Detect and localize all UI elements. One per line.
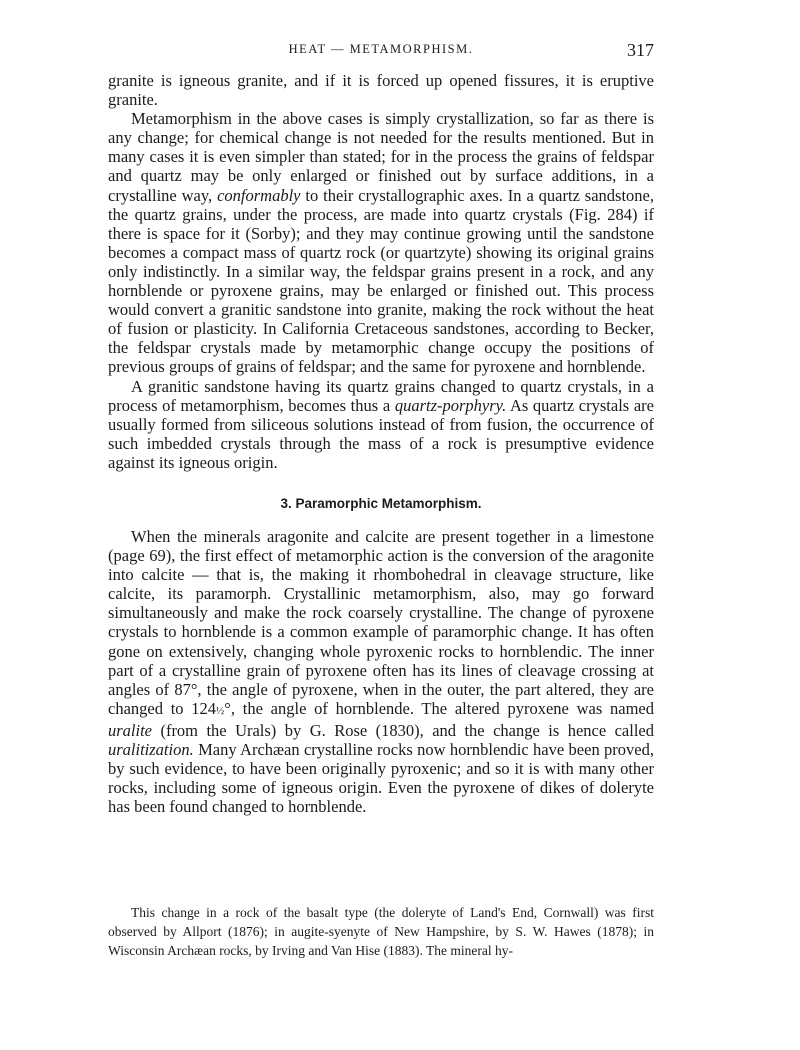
paragraph-text: °, the angle of hornblende. The altered pyroxene was named — [224, 698, 654, 718]
running-head — [108, 40, 654, 62]
paragraph-metamorphism-crystallization — [108, 109, 654, 376]
emphasis-quartz-porphyry: quartz-porphyry. — [394, 395, 507, 415]
running-title: HEAT — METAMORPHISM. — [288, 42, 474, 56]
paragraph-text: When the minerals aragonite and calcite are present together in a limestone (page 69), the first effect of metamorphic action is the conversion of the aragonite into calcite — that is, the making it rhombohedral in cleavage structure, like calcite, its paramorph. Crystallinic metamorphism, also, may go forward simultaneously and make the rock coarsely crystalline. The change of pyroxene crystals to hornblende is a common example of paramorphic change. It has often gone on extensively, changing whole pyroxenic rocks to hornblendic. The inner part of a crystalline grain of pyroxene often has its lines of cleavage crossing at angles of 87°, the angle of pyroxene, when in the outer, the part altered, they are changed to 124 — [108, 526, 654, 718]
paragraph-paramorphic — [108, 527, 654, 816]
page-number: 317 — [627, 40, 654, 60]
paragraph-quartz-porphyry — [108, 377, 654, 472]
paragraph-text: Many Archæan crystalline rocks now hornblendic have been proved, by such evidence, to have been originally pyroxenic; and so it is with many other rocks, including some of igneous origin. Even the pyroxene of dikes of doleryte has been found changed to hornblende. — [108, 740, 654, 817]
paragraph-text: (from the Urals) by G. Rose (1830), and the change is hence called — [160, 720, 654, 740]
emphasis-uralite: uralite — [108, 720, 152, 740]
footnote: This change in a rock of the basalt type (the doleryte of Land's End, Cornwall) was first observed by Allport (1876); in augite-syenyte of New Hampshire, by S. W. Hawes (1878); in Wisconsin Archæan rocks, by Irving and Van Hise (1883). The mineral hy- — [108, 905, 654, 958]
paragraph-granite-continued — [108, 71, 654, 109]
emphasis-uralitization: uralitization. — [108, 740, 194, 759]
body-text — [108, 71, 654, 816]
paragraph-text: Metamorphism in the above cases is simply crystallization, so far as there is any change; for chemical change is not needed for the results mentioned. But in many cases it is even simpler than stated; for in the process the grains of feldspar and quartz may be only enlarged or finished out by surface additions, in a crystalline way, — [108, 109, 654, 205]
paragraph-text: to their crystallographic axes. In a quartz sandstone, the quartz grains, under the process, are made into quartz crystals (Fig. 284) if there is space for it (Sorby); and they may continue growing until the sandstone becomes a compact mass of quartz rock (or quartzyte) showing its original grains only indistinctly. In a similar way, the feldspar grains present in a rock, and any hornblende or pyroxene grains, may be enlarged or finished out. This process would convert a granitic sandstone into granite, making the rock without the heat of fusion or plasticity. In California Cretaceous sandstones, according to Becker, the feldspar crystals made by metamorphic change occupy the positions of previous groups of grains of feldspar; and the same for pyroxene and hornblende. — [108, 185, 654, 377]
paragraph-text: As quartz crystals are usually formed from siliceous solutions instead of from fusion, the occurrence of such imbedded crystals through the mass of a rock is presumptive evidence against its igneous origin. — [108, 395, 654, 472]
paragraph-text: granite is igneous granite, and if it is forced up opened fissures, it is eruptive granite. — [108, 71, 654, 110]
fraction-half: ½ — [216, 704, 225, 717]
emphasis-conformably: conformably — [217, 185, 301, 205]
section-heading: 3. Paramorphic Metamorphism. — [280, 495, 482, 511]
paragraph-text: A granitic sandstone having its quartz grains changed to quartz crystals, in a process of metamorphism, becomes thus a — [108, 376, 654, 415]
